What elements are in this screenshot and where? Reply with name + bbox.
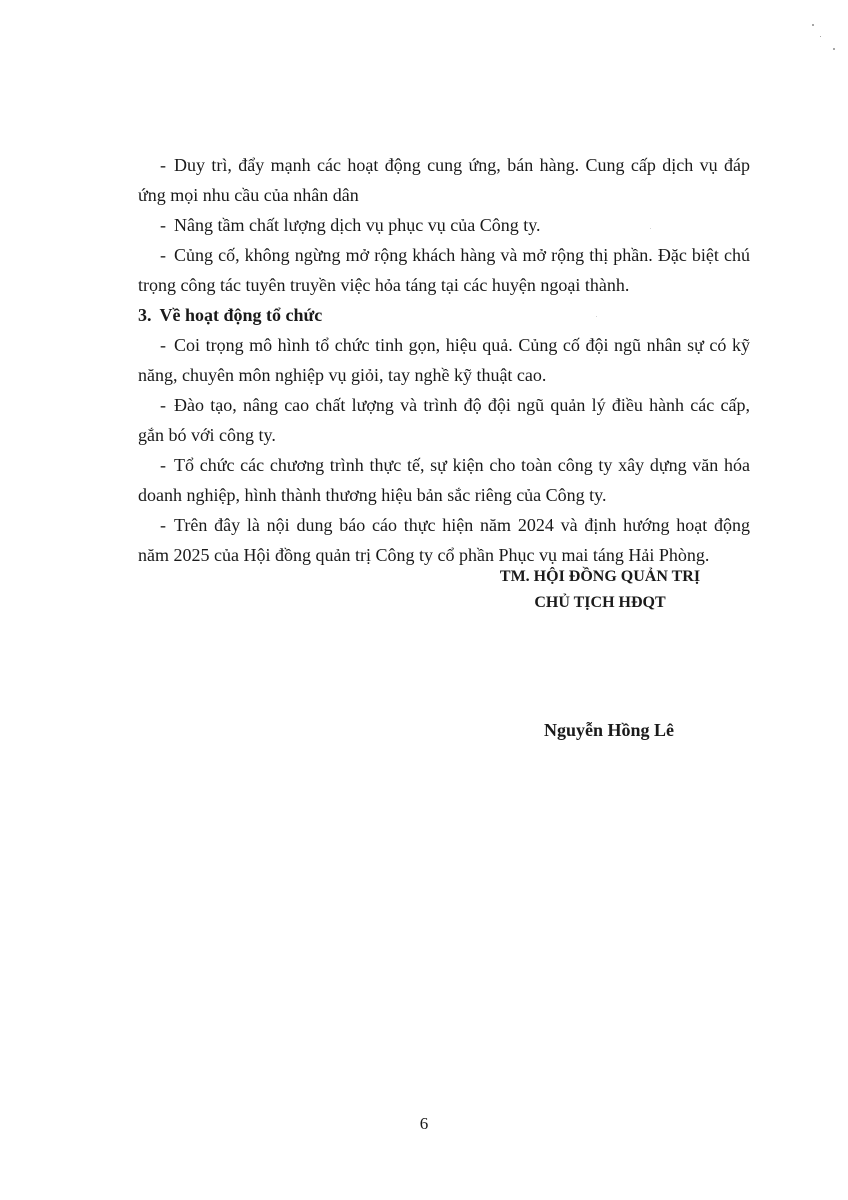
scan-speck — [596, 316, 597, 317]
paragraph-text: Tổ chức các chương trình thực tế, sự kiện cho toàn công ty xây dựng văn hóa doanh nghiệp, hình thành thương hiệu bản sắc riêng của Công ty. — [138, 455, 750, 505]
section-heading — [138, 300, 750, 330]
bullet-dash: - — [160, 335, 166, 355]
bullet-dash: - — [160, 515, 166, 535]
signature-role: CHỦ TỊCH HĐQT — [534, 594, 666, 611]
paragraph-text: Coi trọng mô hình tổ chức tinh gọn, hiệu quả. Củng cố đội ngũ nhân sự có kỹ năng, chuyên môn nghiệp vụ giỏi, tay nghề kỹ thuật cao. — [138, 335, 750, 385]
section-title: Về hoạt động tổ chức — [159, 305, 323, 325]
paragraph-text: Trên đây là nội dung báo cáo thực hiện năm 2024 và định hướng hoạt động năm 2025 của Hội đồng quản trị Công ty cổ phần Phục vụ mai táng Hải Phòng. — [138, 515, 750, 565]
bullet-dash: - — [160, 245, 166, 265]
scan-speck — [812, 24, 814, 26]
paragraph — [138, 510, 750, 570]
paragraph — [138, 150, 750, 210]
section-number: 3. — [138, 305, 152, 325]
signature-block — [470, 564, 730, 616]
paragraph-text: Đào tạo, nâng cao chất lượng và trình độ đội ngũ quản lý điều hành các cấp, gắn bó với công ty. — [138, 395, 750, 445]
paragraph-text: Nâng tầm chất lượng dịch vụ phục vụ của Công ty. — [174, 215, 541, 235]
paragraph — [138, 390, 750, 450]
paragraph-text: Duy trì, đẩy mạnh các hoạt động cung ứng, bán hàng. Cung cấp dịch vụ đáp ứng mọi nhu cầu của nhân dân — [138, 155, 750, 205]
page-number: 6 — [419, 1114, 429, 1133]
paragraph-text: Củng cố, không ngừng mở rộng khách hàng và mở rộng thị phần. Đặc biệt chú trọng công tác tuyên truyền việc hỏa táng tại các huyện ngoại thành. — [138, 245, 750, 295]
paragraph — [138, 240, 750, 300]
bullet-dash: - — [160, 215, 166, 235]
bullet-dash: - — [160, 455, 166, 475]
scan-speck — [833, 48, 835, 50]
paragraph — [138, 330, 750, 390]
scan-speck — [820, 36, 821, 37]
body-text — [138, 150, 750, 570]
paragraph — [138, 210, 750, 240]
bullet-dash: - — [160, 155, 166, 175]
signer-name: Nguyễn Hồng Lê — [543, 720, 675, 740]
paragraph — [138, 450, 750, 510]
scan-speck — [650, 228, 651, 229]
bullet-dash: - — [160, 395, 166, 415]
signature-title: TM. HỘI ĐỒNG QUẢN TRỊ — [499, 568, 701, 585]
